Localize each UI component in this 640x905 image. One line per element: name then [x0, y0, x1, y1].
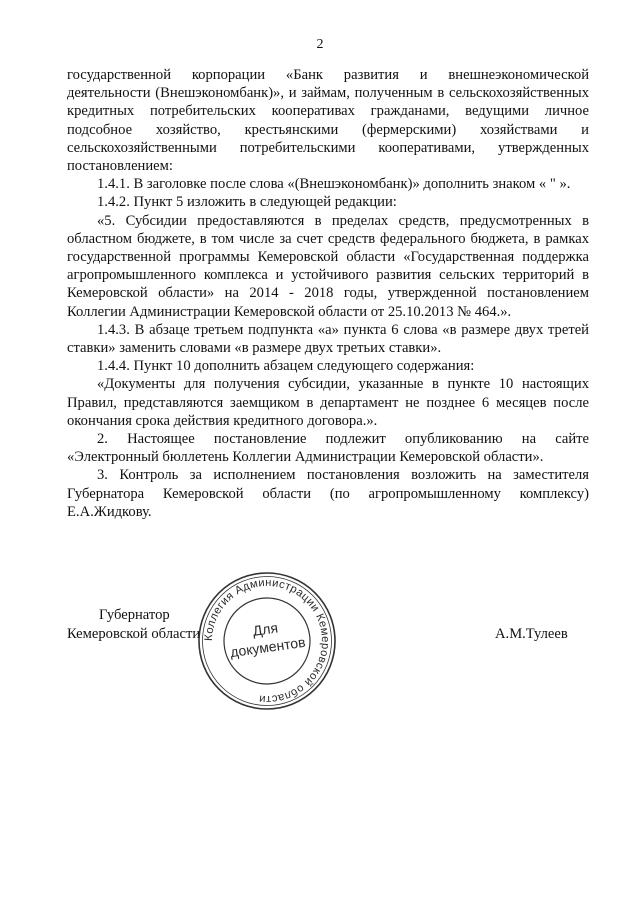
signature-position — [67, 606, 200, 644]
page-number: 2 — [316, 37, 324, 52]
paragraph-intro: государственной корпорации «Банк развития и внешнеэкономической деятельности (Внешэкономбанк)», и займам, полученным в сельскохозяйственных кредитных потребительских кооперативах гражданами, ведущими личное подсобное хозяйство, крестьянскими (фермерскими) хозяйствами и сельскохозяйственными потребительскими кооперативами, утвержденных постановлением: — [67, 67, 589, 175]
paragraph-1-4-3: 1.4.3. В абзаце третьем подпункта «а» пункта 6 слова «в размере двух третей ставки» заменить словами «в размере двух третьих ставки». — [67, 321, 589, 357]
paragraph-quote-documents: «Документы для получения субсидии, указанные в пункте 10 настоящих Правил, представляются заемщиком в департамент не позднее 6 месяцев после окончания срока действия кредитного договора.». — [67, 376, 589, 429]
document-body — [67, 66, 589, 521]
stamp-ring-text: Коллегия Администрации Кемеровской области — [202, 576, 332, 706]
paragraph-3-control: 3. Контроль за исполнением постановления возложить на заместителя Губернатора Кемеровской области (по агропромышленному комплексу) Е.А.Жидкову. — [67, 467, 589, 520]
paragraph-1-4-4: 1.4.4. Пункт 10 дополнить абзацем следующего содержания: — [97, 358, 475, 375]
paragraph-1-4-1: 1.4.1. В заголовке после слова «(Внешэкономбанк)» дополнить знаком « " ». — [97, 176, 571, 193]
signature-name: А.М.Тулеев — [495, 626, 568, 642]
stamp-center-line2: документов — [229, 633, 307, 661]
official-stamp — [192, 566, 342, 716]
paragraph-1-4-2: 1.4.2. Пункт 5 изложить в следующей редакции: — [97, 194, 397, 211]
signature-region: Кемеровской области — [67, 626, 201, 642]
stamp-center-line1: Для — [251, 619, 279, 639]
signature-title: Губернатор — [99, 607, 170, 623]
paragraph-quote-5: «5. Субсидии предоставляются в пределах средств, предусмотренных в областном бюджете, в том числе за счет средств федерального бюджета, в рамках государственной программы Кемеровской области «Государственная поддержка агропромышленного комплекса и устойчивого развития сельских территорий в Кемеровской области» на 2014 - 2018 годы, утвержденной постановлением Коллегии Администрации Кемеровской области от 25.10.2013 № 464.». — [67, 212, 589, 320]
paragraph-2-publication: 2. Настоящее постановление подлежит опубликованию на сайте «Электронный бюллетень Коллегии Администрации Кемеровской области». — [67, 431, 589, 466]
